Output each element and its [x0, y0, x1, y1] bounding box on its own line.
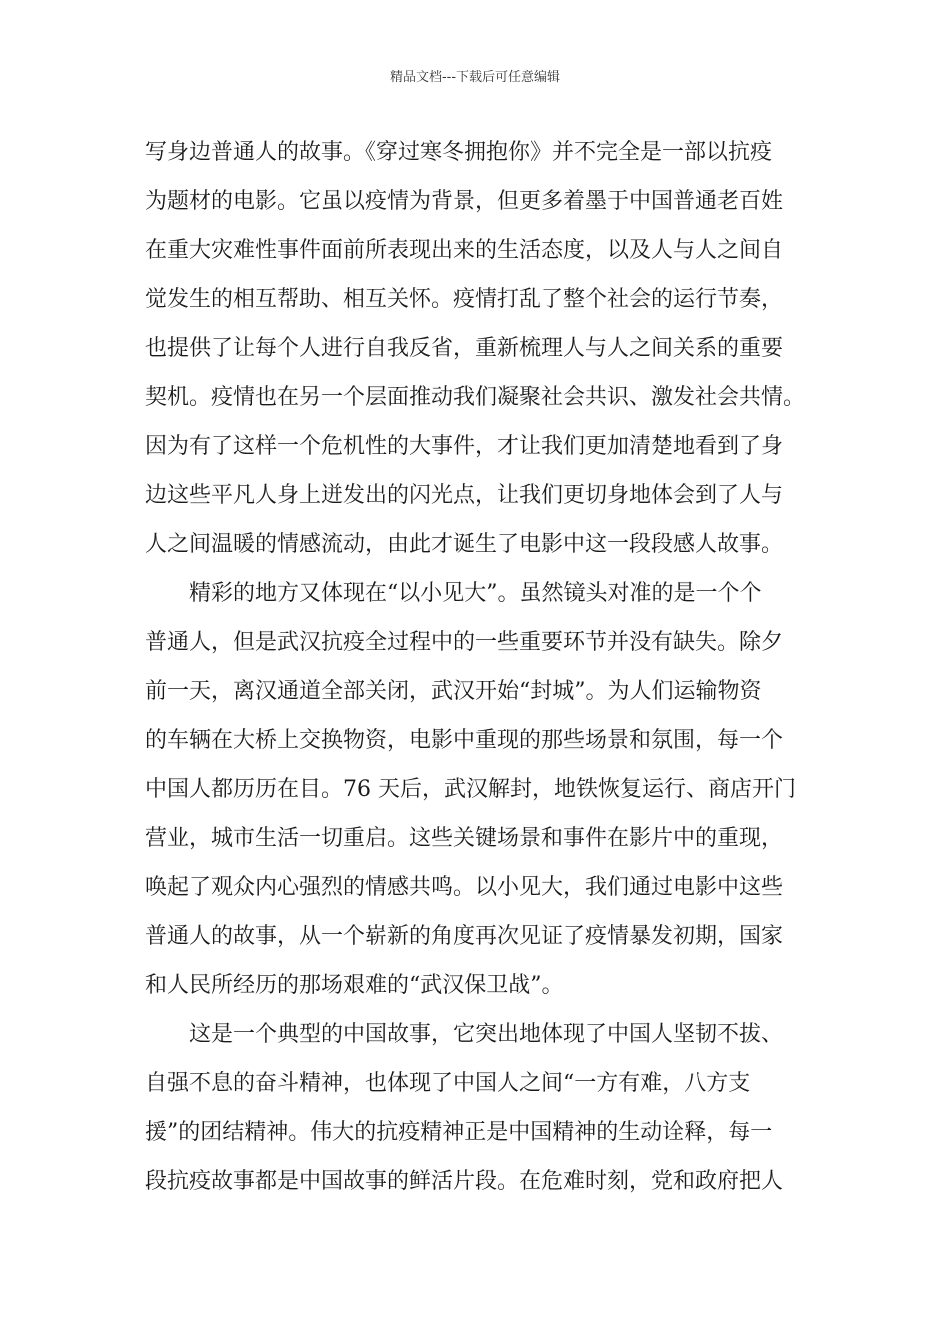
- text-line: 人之间温暖的情感流动，由此才诞生了电影中这一段段感人故事。: [145, 532, 784, 557]
- paragraph-2: [145, 569, 815, 1010]
- text-line: 边这些平凡人身上迸发出的闪光点，让我们更切身地体会到了人与: [145, 483, 784, 508]
- text-line: 普通人的故事，从一个崭新的角度再次见证了疫情暴发初期，国家: [145, 924, 784, 949]
- text-line: 精彩的地方又体现在“以小见大”。虽然镜头对准的是一个个: [145, 581, 762, 606]
- text-line: 在重大灾难性事件面前所表现出来的生活态度，以及人与人之间自: [145, 238, 784, 263]
- document-body: [145, 128, 815, 1206]
- text-line: 和人民所经历的那场艰难的“武汉保卫战”。: [145, 973, 564, 998]
- text-line: 唤起了观众内心强烈的情感共鸣。以小见大，我们通过电影中这些: [145, 875, 784, 900]
- text-line: 觉发生的相互帮助、相互关怀。疫情打乱了整个社会的运行节奏，: [145, 287, 784, 312]
- text-line: 援”的团结精神。伟大的抗疫精神正是中国精神的生动诠释，每一: [145, 1120, 773, 1145]
- text-line: 的车辆在大桥上交换物资，电影中重现的那些场景和氛围，每一个: [145, 728, 784, 753]
- paragraph-3: [145, 1010, 815, 1206]
- text-line: 契机。疫情也在另一个层面推动我们凝聚社会共识、激发社会共情。: [145, 385, 806, 410]
- paragraph-1: [145, 128, 815, 569]
- text-line: 自强不息的奋斗精神，也体现了中国人之间“一方有难，八方支: [145, 1071, 751, 1096]
- text-line: 中国人都历历在目。76 天后，武汉解封，地铁恢复运行、商店开门: [145, 777, 796, 802]
- text-line: 因为有了这样一个危机性的大事件，才让我们更加清楚地看到了身: [145, 434, 784, 459]
- text-line: 为题材的电影。它虽以疫情为背景，但更多着墨于中国普通老百姓: [145, 189, 784, 214]
- text-line: 这是一个典型的中国故事，它突出地体现了中国人坚韧不拔、: [145, 1022, 784, 1047]
- text-line: 前一天，离汉通道全部关闭，武汉开始“封城”。为人们运输物资: [145, 679, 762, 704]
- text-line: 也提供了让每个人进行自我反省，重新梳理人与人之间关系的重要: [145, 336, 784, 361]
- text-line: 营业，城市生活一切重启。这些关键场景和事件在影片中的重现，: [145, 826, 784, 851]
- text-line: 写身边普通人的故事。《穿过寒冬拥抱你》并不完全是一部以抗疫: [145, 140, 773, 165]
- page-header: 精品文档---下载后可任意编辑: [389, 70, 561, 85]
- text-line: 段抗疫故事都是中国故事的鲜活片段。在危难时刻，党和政府把人: [145, 1169, 784, 1194]
- text-line: 普通人，但是武汉抗疫全过程中的一些重要环节并没有缺失。除夕: [145, 630, 784, 655]
